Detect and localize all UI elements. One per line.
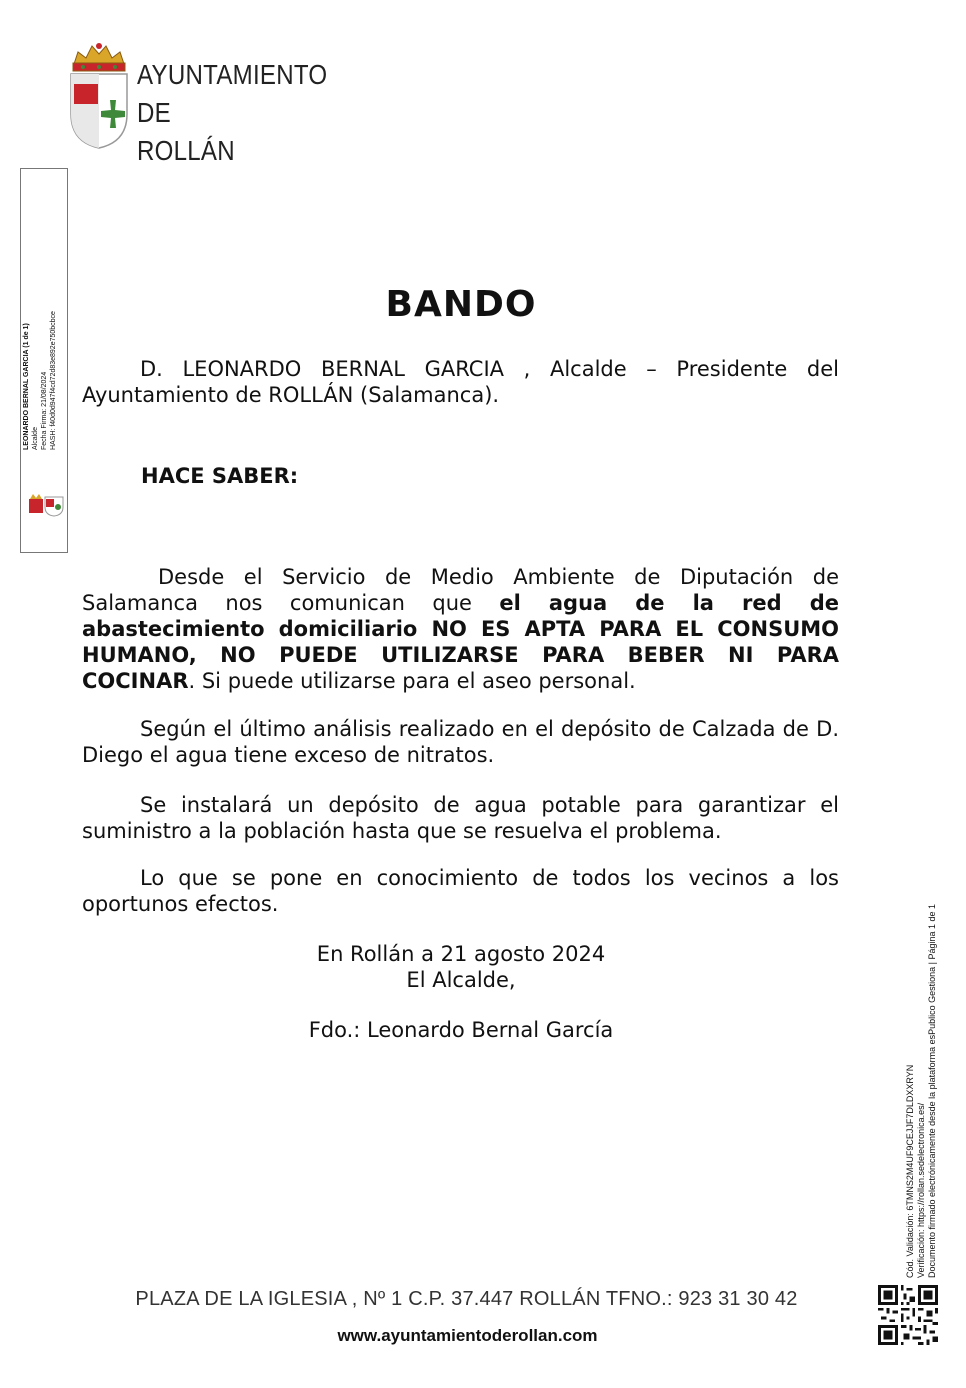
verification-text [905, 858, 938, 1278]
notice-text-end: . Si puede utilizarse para el aseo personal. [188, 669, 636, 693]
footer-website-link[interactable]: www.ayuntamientoderollan.com [337, 1326, 598, 1345]
verification-url: Verificación: https://rollan.sedelectronica.es/ [916, 1102, 926, 1278]
closing-paragraph: Lo que se pone en conocimiento de todos los vecinos a los oportunos efectos. [82, 866, 839, 916]
signer-name: LEONARDO BERNAL GARCIA (1 de 1) [23, 323, 30, 450]
notice-warning-text: el agua de la red de abastecimiento domiciliario NO ES APTA PARA EL CONSUMO HUMANO, NO PUEDE UTILIZARSE PARA BEBER NI PARA COCINAR [82, 591, 839, 693]
place-date: En Rollán a 21 agosto 2024 [316, 942, 606, 966]
organization-name [137, 56, 361, 170]
analysis-paragraph: Según el último análisis realizado en el depósito de Calzada de D. Diego el agua tiene exceso de nitratos. [82, 717, 839, 767]
closing-role: El Alcalde, [406, 968, 516, 992]
signer-role: Alcalde [32, 427, 39, 450]
footer-address: PLAZA DE LA IGLESIA , Nº 1 C.P. 37.447 ROLLÁN TFNO.: 923 31 30 42 [135, 1288, 798, 1310]
signed-by: Fdo.: Leonardo Bernal García [308, 1018, 614, 1042]
document-title: BANDO [385, 284, 537, 325]
organization-name-line2: ROLLÁN [137, 135, 235, 166]
validation-code: Cód. Validación: 6TMNS2M4UF9CEJJF7DLDXXRYN [905, 1064, 915, 1278]
signature-date: Fecha Firma: 21/08/2024 [41, 371, 48, 450]
supply-paragraph: Se instalará un depósito de agua potable para garantizar el suministro a la población hasta que se resuelva el problema. [82, 793, 839, 843]
hace-saber-heading: HACE SABER: [141, 464, 299, 488]
platform-note: Documento firmado electrónicamente desde la plataforma esPublico Gestiona | Página 1 de 1 [927, 903, 937, 1278]
notice-paragraph [82, 564, 839, 694]
notice-text-start: Desde el Servicio de Medio Ambiente de Diputación de Salamanca nos comunican que [82, 565, 839, 615]
organization-name-line1: AYUNTAMIENTO DE [137, 59, 328, 128]
coat-of-arms-logo [68, 42, 130, 150]
signature-seal-icon [27, 493, 65, 517]
intro-paragraph: D. LEONARDO BERNAL GARCIA , Alcalde – Presidente del Ayuntamiento de ROLLÁN (Salamanca). [82, 357, 839, 407]
signature-hash: HASH: f40d0d947f4cd72d83e892e750bcbce [50, 311, 57, 450]
